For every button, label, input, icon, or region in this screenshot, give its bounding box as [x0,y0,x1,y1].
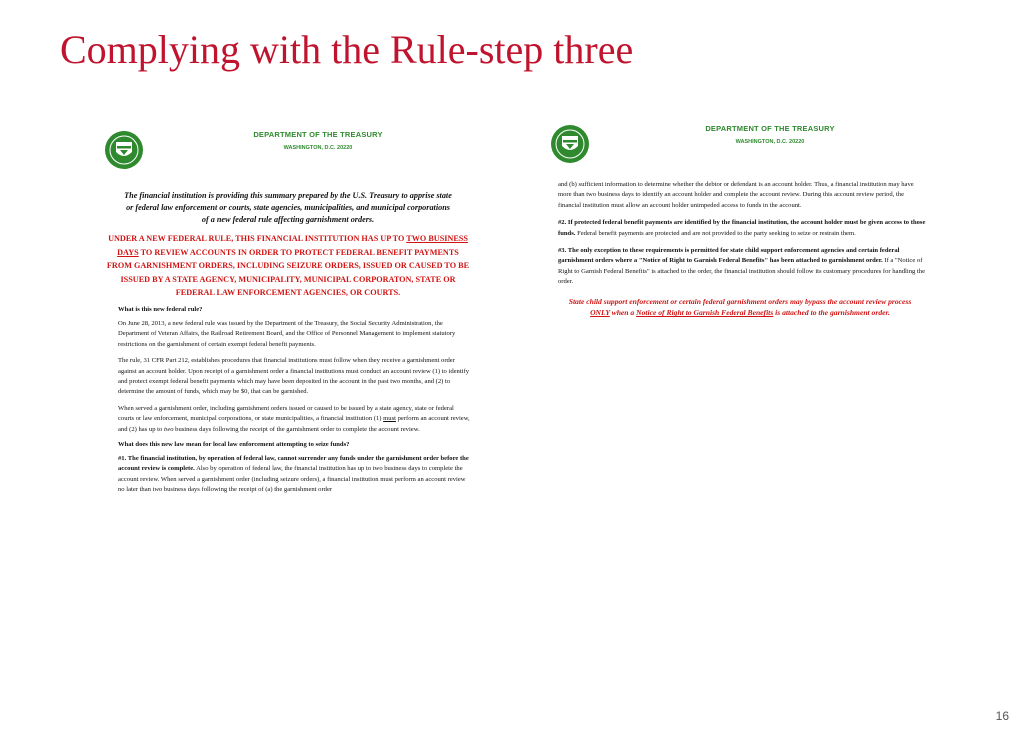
text: State child support enforcement or certain federal garnishment orders may bypass the account review process [568,296,912,306]
department-name: DEPARTMENT OF THE TREASURY [253,130,383,139]
slide-title: Complying with the Rule-step three [60,27,634,72]
treasury-seal-icon [550,124,590,164]
treasury-seal-icon [104,130,144,170]
paragraph-continuation: and (b) sufficient information to determine whether the debtor or defendant is an account holder. Thus, a financial institution may have more than two business days to identify an account holder and complete the account review. During this account review period, the financial institution must allow an account holder unimpeded access to funds in the account. [558,181,914,209]
text: When served a garnishment order, including garnishment orders issued or caused to be issued by a state agency, state or federal courts or law enforcement, municipal corporations, or state municipalities, a financial institution (1) [118,404,454,423]
document-header [546,120,934,180]
text: business days following the receipt of (a) the garnishment order [162,486,333,494]
paragraph-rule-issued: On June 28, 2013, a new federal rule was issued by the Department of the Treasury, the Social Security Administration, the Department of Veteran Affairs, the Railroad Retirement Board, and the Office of Personnel Management to implement statutory restrictions on the garnishment of certain exempt federal benefit payments. [118,319,456,348]
document-header [100,120,476,180]
paragraph-item-2 [558,218,928,239]
paragraph-rule-procedures: The rule, 31 CFR Part 212, establishes procedures that financial institutions must follow when they receive a garnishment order against an account holder. Upon receipt of a garnishment order a financial institutions must conduct an account review (1) to identify and protect exempt federal benefit payments which may have been deposited in the account in the past two months, and (2) to determine the amount of funds, which may be $0, that can be garnished. [118,357,470,396]
page-number: 16 [995,709,1009,723]
emphasis-must: must [383,415,396,423]
emphasis-only: ONLY [590,308,610,318]
text: If a "Notice of Right to Garnish Federal Benefits" is attached to the order, the financial institution should follow its customary procedures for handling the order. [558,257,926,286]
intro-paragraph: The financial institution is providing this summary prepared by the U.S. Treasury to apprise state or federal law enforcement or courts, state agencies, municipalities, and municipal corporations of a new federal rule affecting garnishment orders. [124,191,452,224]
emphasis-two: two [152,486,163,494]
department-name: DEPARTMENT OF THE TREASURY [705,124,835,133]
notice-of-right-reference: Notice of Right to Garnish Federal Benefits [636,308,774,318]
treasury-summary-page-1 [100,120,476,640]
warning-text-end: TO REVIEW ACCOUNTS IN ORDER TO PROTECT FEDERAL BENEFIT PAYMENTS FROM GARNISHMENT ORDERS, INCLUDING SEIZURE ORDERS, ISSUED OR CAUSED TO BE ISSUED BY A STATE AGENCY, MUNICIPALITY, MUNICIPAL CORPORATON, STATE OR FEDERAL LAW ENFORCEMENT AGENCIES, OR COURTS. [106,247,470,298]
paragraph-item-3 [558,246,928,288]
header-text [606,124,934,145]
paragraph-item-1 [118,454,470,496]
warning-text-start: UNDER A NEW FEDERAL RULE, THIS FINANCIAL INSTITUTION HAS UP TO [108,234,407,243]
treasury-summary-page-2 [546,120,934,410]
question-new-rule: What is this new federal rule? [118,305,203,313]
department-city: WASHINGTON, D.C. 20220 [283,145,353,151]
paragraph-account-review [118,404,470,435]
text: perform an account review, and (2) has up to [118,415,470,433]
department-city: WASHINGTON, D.C. 20220 [735,139,805,145]
item-3-heading: #3. The only exception to these requirements is permitted for state child support enforcement agencies and certain federal garnishment orders where a "Notice of Right to Garnish Federal Benefits" has been attached to garnishment order. [558,247,900,265]
header-text [160,130,476,151]
text: when a [609,308,637,318]
text: business days following the receipt of the garnishment order to complete the account review. [173,425,420,433]
item-1-heading: #1. The financial institution, by operation of federal law, cannot surrender any funds under the garnishment order before the account review is complete. [118,455,469,473]
item-2-heading: #2. If protected federal benefit payments are identified by the financial institution, the account holder must be given access to those funds. [558,219,926,237]
rule-warning [106,232,470,300]
text: is attached to the garnishment order. [773,308,890,318]
exception-note [566,296,914,319]
warning-two-business-days: TWO BUSINESS DAYS [117,234,468,257]
text: Also by operation of federal law, the financial institution has up to two business days to complete the account review. When served a garnishment order (including seizure orders), a financial institution must perform an account review no later than [118,465,466,494]
text: Federal benefit payments are protected and are not provided to the party seeking to seize or restrain them. [575,229,856,237]
question-law-enforcement: What does this new law mean for local law enforcement attempting to seize funds? [118,441,350,449]
emphasis-two: two [163,425,174,433]
